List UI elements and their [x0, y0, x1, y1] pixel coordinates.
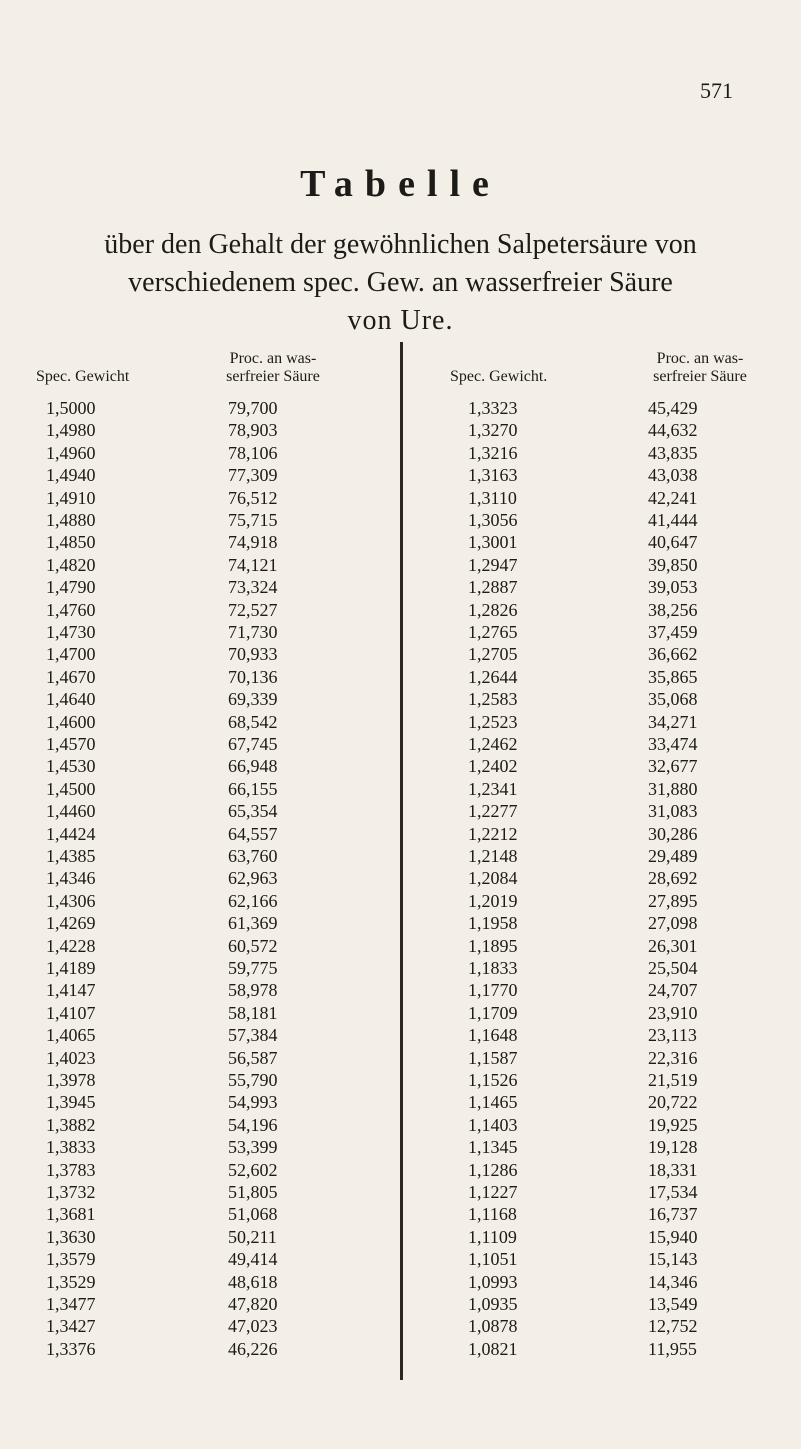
cell-proc-saeure: 70,136	[228, 666, 278, 687]
cell-spec-gewicht: 1,4023	[46, 1047, 96, 1068]
cell-spec-gewicht: 1,3833	[46, 1137, 96, 1158]
cell-proc-saeure: 38,256	[648, 599, 698, 620]
page-title: Tabelle	[300, 163, 501, 205]
header-proc-right-line2: serfreier Säure	[653, 368, 747, 385]
cell-proc-saeure: 12,752	[648, 1316, 698, 1337]
cell-spec-gewicht: 1,4460	[46, 801, 96, 822]
cell-proc-saeure: 62,963	[228, 868, 278, 889]
cell-proc-saeure: 61,369	[228, 913, 278, 934]
cell-proc-saeure: 40,647	[648, 532, 698, 553]
cell-spec-gewicht: 1,3529	[46, 1271, 96, 1292]
cell-spec-gewicht: 1,4228	[46, 935, 96, 956]
cell-spec-gewicht: 1,1227	[468, 1182, 518, 1202]
cell-proc-saeure: 66,948	[228, 756, 278, 777]
cell-spec-gewicht: 1,3163	[468, 465, 518, 486]
cell-spec-gewicht: 1,1168	[468, 1204, 517, 1225]
cell-proc-saeure: 42,241	[648, 487, 698, 508]
cell-spec-gewicht: 1,3630	[46, 1226, 96, 1247]
cell-proc-saeure: 54,993	[228, 1092, 278, 1113]
cell-spec-gewicht: 1,3427	[46, 1316, 96, 1337]
cell-spec-gewicht: 1,3056	[468, 510, 518, 530]
cell-proc-saeure: 18,331	[648, 1159, 698, 1180]
cell-proc-saeure: 59,775	[228, 958, 278, 978]
cell-spec-gewicht: 1,1770	[468, 980, 518, 1001]
cell-spec-gewicht: 1,4189	[46, 958, 96, 978]
cell-spec-gewicht: 1,4570	[46, 734, 96, 754]
header-proc-right-line1: Proc. an was-	[656, 350, 744, 367]
cell-spec-gewicht: 1,3477	[46, 1294, 96, 1314]
cell-spec-gewicht: 1,4980	[46, 420, 96, 441]
cell-proc-saeure: 45,429	[648, 398, 698, 418]
cell-proc-saeure: 46,226	[228, 1338, 278, 1359]
cell-spec-gewicht: 1,4670	[46, 666, 96, 687]
cell-proc-saeure: 79,700	[228, 398, 278, 418]
cell-proc-saeure: 35,865	[648, 666, 698, 687]
cell-spec-gewicht: 1,4700	[46, 644, 96, 665]
cell-proc-saeure: 29,489	[648, 846, 698, 866]
cell-spec-gewicht: 1,2277	[468, 801, 518, 822]
cell-proc-saeure: 39,850	[648, 554, 698, 575]
cell-proc-saeure: 71,730	[228, 622, 278, 642]
cell-proc-saeure: 35,068	[648, 689, 698, 710]
cell-spec-gewicht: 1,1286	[468, 1159, 518, 1180]
cell-spec-gewicht: 1,4850	[46, 532, 96, 553]
cell-spec-gewicht: 1,2341	[468, 778, 518, 799]
cell-proc-saeure: 30,286	[648, 823, 698, 844]
subtitle-line-3: von Ure.	[347, 305, 454, 336]
cell-proc-saeure: 78,903	[228, 420, 278, 441]
cell-spec-gewicht: 1,2765	[468, 622, 518, 642]
cell-spec-gewicht: 1,2583	[468, 689, 518, 710]
cell-proc-saeure: 48,618	[228, 1271, 278, 1292]
cell-proc-saeure: 78,106	[228, 442, 278, 463]
cell-spec-gewicht: 1,2644	[468, 666, 518, 687]
cell-spec-gewicht: 1,2019	[468, 890, 518, 911]
cell-proc-saeure: 13,549	[648, 1294, 698, 1314]
cell-spec-gewicht: 1,0821	[468, 1338, 518, 1359]
subtitle	[0, 226, 801, 340]
cell-spec-gewicht: 1,4730	[46, 622, 96, 642]
cell-spec-gewicht: 1,2523	[468, 711, 518, 732]
cell-spec-gewicht: 1,2462	[468, 734, 518, 754]
cell-spec-gewicht: 1,3783	[46, 1159, 96, 1180]
cell-spec-gewicht: 1,3001	[468, 532, 518, 553]
cell-spec-gewicht: 1,2084	[468, 868, 518, 889]
cell-spec-gewicht: 1,4910	[46, 487, 96, 508]
cell-spec-gewicht: 1,1051	[468, 1249, 518, 1270]
cell-proc-saeure: 31,083	[648, 801, 698, 822]
cell-spec-gewicht: 1,3579	[46, 1249, 96, 1270]
cell-spec-gewicht: 1,4790	[46, 577, 96, 598]
cell-proc-saeure: 75,715	[228, 510, 278, 530]
cell-spec-gewicht: 1,3978	[46, 1070, 96, 1090]
cell-spec-gewicht: 1,1709	[468, 1002, 518, 1023]
subtitle-line-1: über den Gehalt der gewöhnlichen Salpetersäure von	[104, 229, 697, 260]
cell-proc-saeure: 27,098	[648, 913, 698, 934]
cell-proc-saeure: 63,760	[228, 846, 278, 866]
cell-proc-saeure: 62,166	[228, 890, 278, 911]
header-proc-left	[188, 350, 358, 386]
cell-spec-gewicht: 1,4065	[46, 1025, 96, 1046]
cell-proc-saeure: 16,737	[648, 1204, 698, 1225]
cell-proc-saeure: 43,038	[648, 465, 698, 486]
subtitle-line-2: verschiedenem spec. Gew. an wasserfreier Säure	[128, 267, 673, 298]
cell-spec-gewicht: 1,3882	[46, 1114, 96, 1135]
cell-spec-gewicht: 1,3216	[468, 442, 518, 463]
cell-proc-saeure: 31,880	[648, 778, 698, 799]
cell-proc-saeure: 36,662	[648, 644, 698, 665]
cell-spec-gewicht: 1,4960	[46, 442, 96, 463]
cell-spec-gewicht: 1,3110	[468, 487, 517, 508]
cell-spec-gewicht: 1,4147	[46, 980, 96, 1001]
header-proc-left-line1: Proc. an was-	[229, 350, 317, 367]
header-spec-right: Spec. Gewicht.	[450, 368, 548, 385]
cell-proc-saeure: 70,933	[228, 644, 278, 665]
cell-spec-gewicht: 1,4306	[46, 890, 96, 911]
cell-proc-saeure: 39,053	[648, 577, 698, 598]
cell-spec-gewicht: 1,2212	[468, 823, 518, 844]
cell-spec-gewicht: 1,2402	[468, 756, 518, 777]
cell-proc-saeure: 73,324	[228, 577, 278, 598]
cell-spec-gewicht: 1,4760	[46, 599, 96, 620]
cell-proc-saeure: 17,534	[648, 1182, 698, 1202]
cell-proc-saeure: 28,692	[648, 868, 698, 889]
cell-proc-saeure: 58,978	[228, 980, 278, 1001]
cell-proc-saeure: 25,504	[648, 958, 698, 978]
cell-proc-saeure: 56,587	[228, 1047, 278, 1068]
cell-spec-gewicht: 1,0878	[468, 1316, 518, 1337]
cell-proc-saeure: 54,196	[228, 1114, 278, 1135]
cell-proc-saeure: 24,707	[648, 980, 698, 1001]
cell-spec-gewicht: 1,4820	[46, 554, 96, 575]
cell-proc-saeure: 69,339	[228, 689, 278, 710]
cell-proc-saeure: 19,925	[648, 1114, 698, 1135]
cell-proc-saeure: 57,384	[228, 1025, 278, 1046]
cell-proc-saeure: 65,354	[228, 801, 278, 822]
cell-spec-gewicht: 1,1648	[468, 1025, 518, 1046]
cell-proc-saeure: 55,790	[228, 1070, 278, 1090]
cell-proc-saeure: 77,309	[228, 465, 278, 486]
cell-spec-gewicht: 1,3323	[468, 398, 518, 418]
cell-spec-gewicht: 1,5000	[46, 398, 96, 418]
cell-proc-saeure: 51,068	[228, 1204, 278, 1225]
cell-proc-saeure: 44,632	[648, 420, 698, 441]
cell-spec-gewicht: 1,4107	[46, 1002, 96, 1023]
page-number: 571	[700, 78, 733, 103]
header-proc-left-line2: serfreier Säure	[226, 368, 320, 385]
cell-spec-gewicht: 1,1587	[468, 1047, 518, 1068]
cell-proc-saeure: 53,399	[228, 1137, 278, 1158]
cell-spec-gewicht: 1,4940	[46, 465, 96, 486]
cell-spec-gewicht: 1,2887	[468, 577, 518, 598]
cell-spec-gewicht: 1,1109	[468, 1226, 517, 1247]
cell-proc-saeure: 15,940	[648, 1226, 698, 1247]
header-proc-right	[610, 350, 790, 386]
cell-proc-saeure: 15,143	[648, 1249, 698, 1270]
cell-proc-saeure: 68,542	[228, 711, 278, 732]
cell-spec-gewicht: 1,3945	[46, 1092, 96, 1113]
cell-proc-saeure: 52,602	[228, 1159, 278, 1180]
cell-proc-saeure: 23,113	[648, 1025, 697, 1046]
cell-proc-saeure: 76,512	[228, 487, 278, 508]
cell-spec-gewicht: 1,0935	[468, 1294, 518, 1314]
cell-proc-saeure: 72,527	[228, 599, 278, 620]
cell-proc-saeure: 22,316	[648, 1047, 698, 1068]
header-spec-left: Spec. Gewicht	[36, 368, 130, 385]
cell-spec-gewicht: 1,1958	[468, 913, 518, 934]
cell-spec-gewicht: 1,3681	[46, 1204, 96, 1225]
column-divider	[400, 342, 403, 1380]
cell-proc-saeure: 58,181	[228, 1002, 278, 1023]
cell-spec-gewicht: 1,4269	[46, 913, 96, 934]
cell-spec-gewicht: 1,2947	[468, 554, 518, 575]
cell-spec-gewicht: 1,2148	[468, 846, 518, 866]
cell-spec-gewicht: 1,3732	[46, 1182, 96, 1202]
cell-proc-saeure: 19,128	[648, 1137, 698, 1158]
cell-spec-gewicht: 1,1403	[468, 1114, 518, 1135]
cell-spec-gewicht: 1,1345	[468, 1137, 518, 1158]
cell-proc-saeure: 21,519	[648, 1070, 698, 1090]
cell-spec-gewicht: 1,2826	[468, 599, 518, 620]
cell-proc-saeure: 74,918	[228, 532, 278, 553]
cell-proc-saeure: 20,722	[648, 1092, 698, 1113]
cell-proc-saeure: 33,474	[648, 734, 698, 754]
cell-spec-gewicht: 1,1833	[468, 958, 518, 978]
cell-spec-gewicht: 1,4424	[46, 823, 96, 844]
cell-proc-saeure: 60,572	[228, 935, 278, 956]
cell-proc-saeure: 14,346	[648, 1271, 698, 1292]
cell-proc-saeure: 34,271	[648, 711, 698, 732]
cell-spec-gewicht: 1,4640	[46, 689, 96, 710]
cell-spec-gewicht: 1,0993	[468, 1271, 518, 1292]
cell-proc-saeure: 43,835	[648, 442, 698, 463]
cell-proc-saeure: 50,211	[228, 1226, 277, 1247]
cell-spec-gewicht: 1,4500	[46, 778, 96, 799]
cell-spec-gewicht: 1,1526	[468, 1070, 518, 1090]
cell-proc-saeure: 51,805	[228, 1182, 278, 1202]
cell-proc-saeure: 67,745	[228, 734, 278, 754]
cell-proc-saeure: 64,557	[228, 823, 278, 844]
cell-proc-saeure: 27,895	[648, 890, 698, 911]
cell-proc-saeure: 47,023	[228, 1316, 278, 1337]
cell-spec-gewicht: 1,3270	[468, 420, 518, 441]
cell-proc-saeure: 66,155	[228, 778, 278, 799]
cell-proc-saeure: 41,444	[648, 510, 698, 530]
cell-proc-saeure: 47,820	[228, 1294, 278, 1314]
cell-proc-saeure: 23,910	[648, 1002, 698, 1023]
cell-proc-saeure: 32,677	[648, 756, 698, 777]
cell-proc-saeure: 11,955	[648, 1338, 697, 1359]
cell-spec-gewicht: 1,3376	[46, 1338, 96, 1359]
cell-proc-saeure: 37,459	[648, 622, 698, 642]
cell-spec-gewicht: 1,4600	[46, 711, 96, 732]
cell-spec-gewicht: 1,4346	[46, 868, 96, 889]
cell-spec-gewicht: 1,4530	[46, 756, 96, 777]
cell-proc-saeure: 26,301	[648, 935, 698, 956]
cell-spec-gewicht: 1,1895	[468, 935, 518, 956]
cell-spec-gewicht: 1,4880	[46, 510, 96, 530]
cell-spec-gewicht: 1,1465	[468, 1092, 518, 1113]
cell-spec-gewicht: 1,4385	[46, 846, 96, 866]
cell-proc-saeure: 49,414	[228, 1249, 278, 1270]
cell-proc-saeure: 74,121	[228, 554, 278, 575]
cell-spec-gewicht: 1,2705	[468, 644, 518, 665]
